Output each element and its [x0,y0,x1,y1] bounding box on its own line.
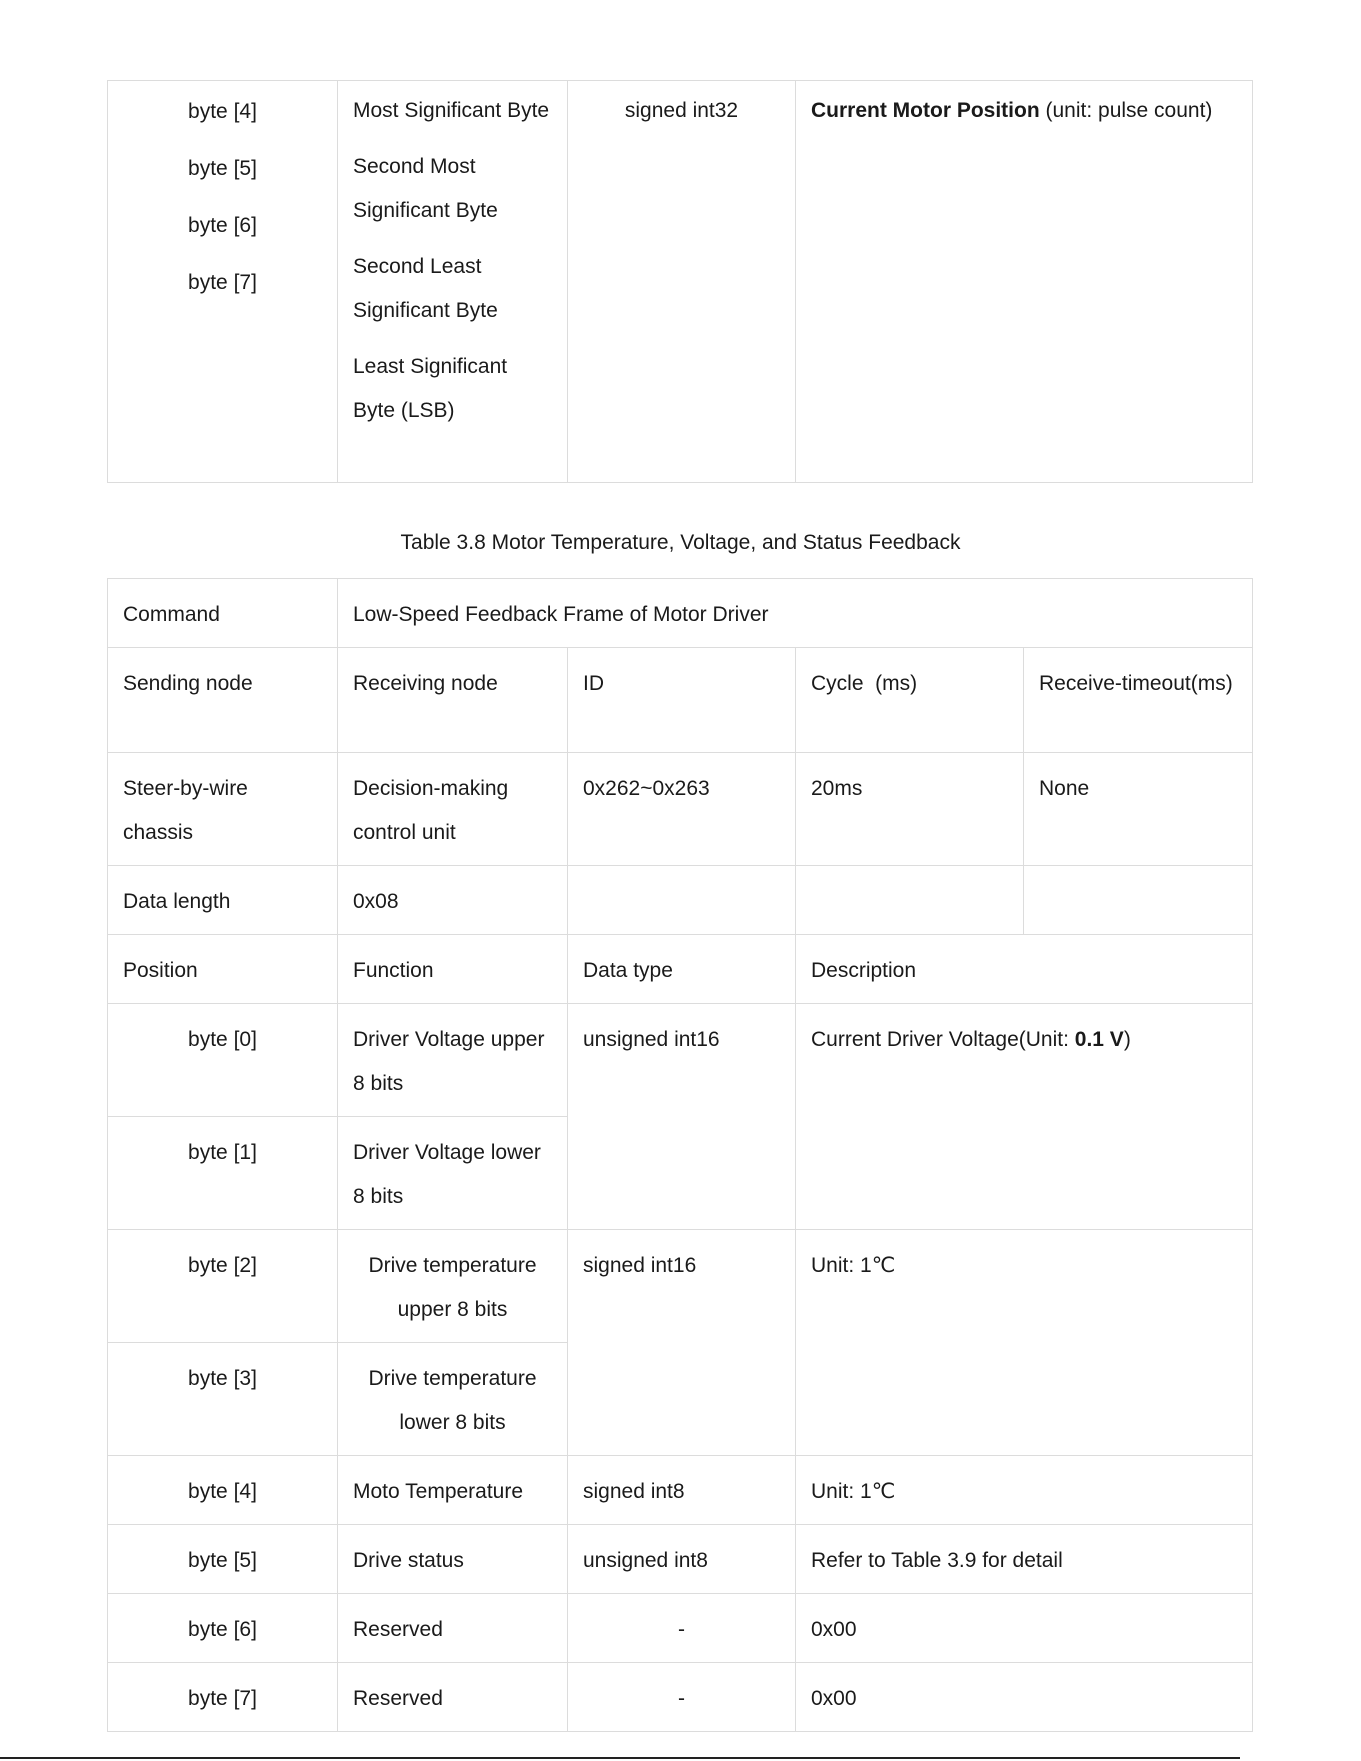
receiving-node-value: Decision-making control unit [338,753,568,866]
position-cell: byte [0] [108,1004,338,1117]
function-cell: Driver Voltage upper 8 bits [338,1004,568,1117]
position-cell: byte [3] [108,1343,338,1456]
motor-temp-voltage-status-table [107,578,1253,1732]
node-row [108,753,1253,866]
function-label: Least Significant Byte (LSB) [353,355,508,422]
table-row [108,81,1253,483]
data-length-row [108,866,1253,935]
description-text: Current Driver Voltage(Unit: [811,1028,1075,1051]
function-cell [338,81,568,483]
empty-cell [568,866,796,935]
data-type-cell: unsigned int8 [568,1525,796,1594]
description-bold: 0.1 V [1074,1028,1124,1051]
description-cell: 0x00 [796,1663,1253,1732]
column-header-row [108,935,1253,1004]
table-row [108,1230,1253,1343]
position-header: Position [108,935,338,1004]
empty-cell [796,866,1024,935]
function-label: Second Least Significant Byte [353,255,498,322]
table-row [108,1594,1253,1663]
command-row [108,579,1253,648]
cycle-header: Cycle (ms) [796,648,1024,753]
byte-label: byte [4] [188,100,257,123]
function-cell: Drive status [338,1525,568,1594]
function-cell: Reserved [338,1594,568,1663]
position-cell: byte [2] [108,1230,338,1343]
function-header: Function [338,935,568,1004]
footer-rule [0,1757,1220,1759]
byte-label: byte [6] [188,214,257,237]
function-cell: Drive temperature upper 8 bits [338,1230,568,1343]
data-type-cell: signed int32 [568,81,796,483]
position-cell: byte [7] [108,1663,338,1732]
description-bold: Current Motor Position [811,99,1040,122]
data-type-cell: - [568,1663,796,1732]
description-cell: Refer to Table 3.9 for detail [796,1525,1253,1594]
data-type-cell: signed int16 [568,1230,796,1456]
data-type-header: Data type [568,935,796,1004]
function-cell: Driver Voltage lower 8 bits [338,1117,568,1230]
data-length-value: 0x08 [338,866,568,935]
function-label: Second Most Significant Byte [353,155,498,222]
position-cell: byte [6] [108,1594,338,1663]
data-type-cell: - [568,1594,796,1663]
receive-timeout-value: None [1024,753,1253,866]
table-row [108,1663,1253,1732]
position-cell: byte [5] [108,1525,338,1594]
description-header: Description [796,935,1253,1004]
command-value: Low-Speed Feedback Frame of Motor Driver [338,579,1253,648]
data-type-cell: unsigned int16 [568,1004,796,1230]
description-cell: Unit: 1℃ [796,1456,1253,1525]
sending-node-value: Steer-by-wire chassis [108,753,338,866]
description-text: ) [1123,1028,1131,1051]
header-row [108,648,1253,753]
function-label: Most Significant Byte [353,99,550,122]
sending-node-header: Sending node [108,648,338,753]
function-cell: Moto Temperature [338,1456,568,1525]
position-feedback-table-continued [107,80,1253,483]
id-value: 0x262~0x263 [568,753,796,866]
byte-label: byte [5] [188,157,257,180]
position-cell: byte [1] [108,1117,338,1230]
description-text: (unit: pulse count) [1039,99,1213,122]
table-caption: Table 3.8 Motor Temperature, Voltage, and Status Feedback [400,531,961,554]
receive-timeout-header: Receive-timeout(ms) [1024,648,1253,753]
footer-rule-segment [1220,1757,1240,1759]
description-cell [796,81,1253,483]
byte-label: byte [7] [188,271,257,294]
empty-cell [1024,866,1253,935]
receiving-node-header: Receiving node [338,648,568,753]
id-header: ID [568,648,796,753]
cycle-value: 20ms [796,753,1024,866]
table-row [108,1004,1253,1117]
table-row [108,1525,1253,1594]
function-cell: Drive temperature lower 8 bits [338,1343,568,1456]
description-cell [796,1004,1253,1230]
data-type-cell: signed int8 [568,1456,796,1525]
position-cell: byte [4] [108,1456,338,1525]
data-length-label: Data length [108,866,338,935]
description-cell: 0x00 [796,1594,1253,1663]
position-cell [108,81,338,483]
command-label: Command [108,579,338,648]
table-row [108,1456,1253,1525]
description-cell: Unit: 1℃ [796,1230,1253,1456]
function-cell: Reserved [338,1663,568,1732]
